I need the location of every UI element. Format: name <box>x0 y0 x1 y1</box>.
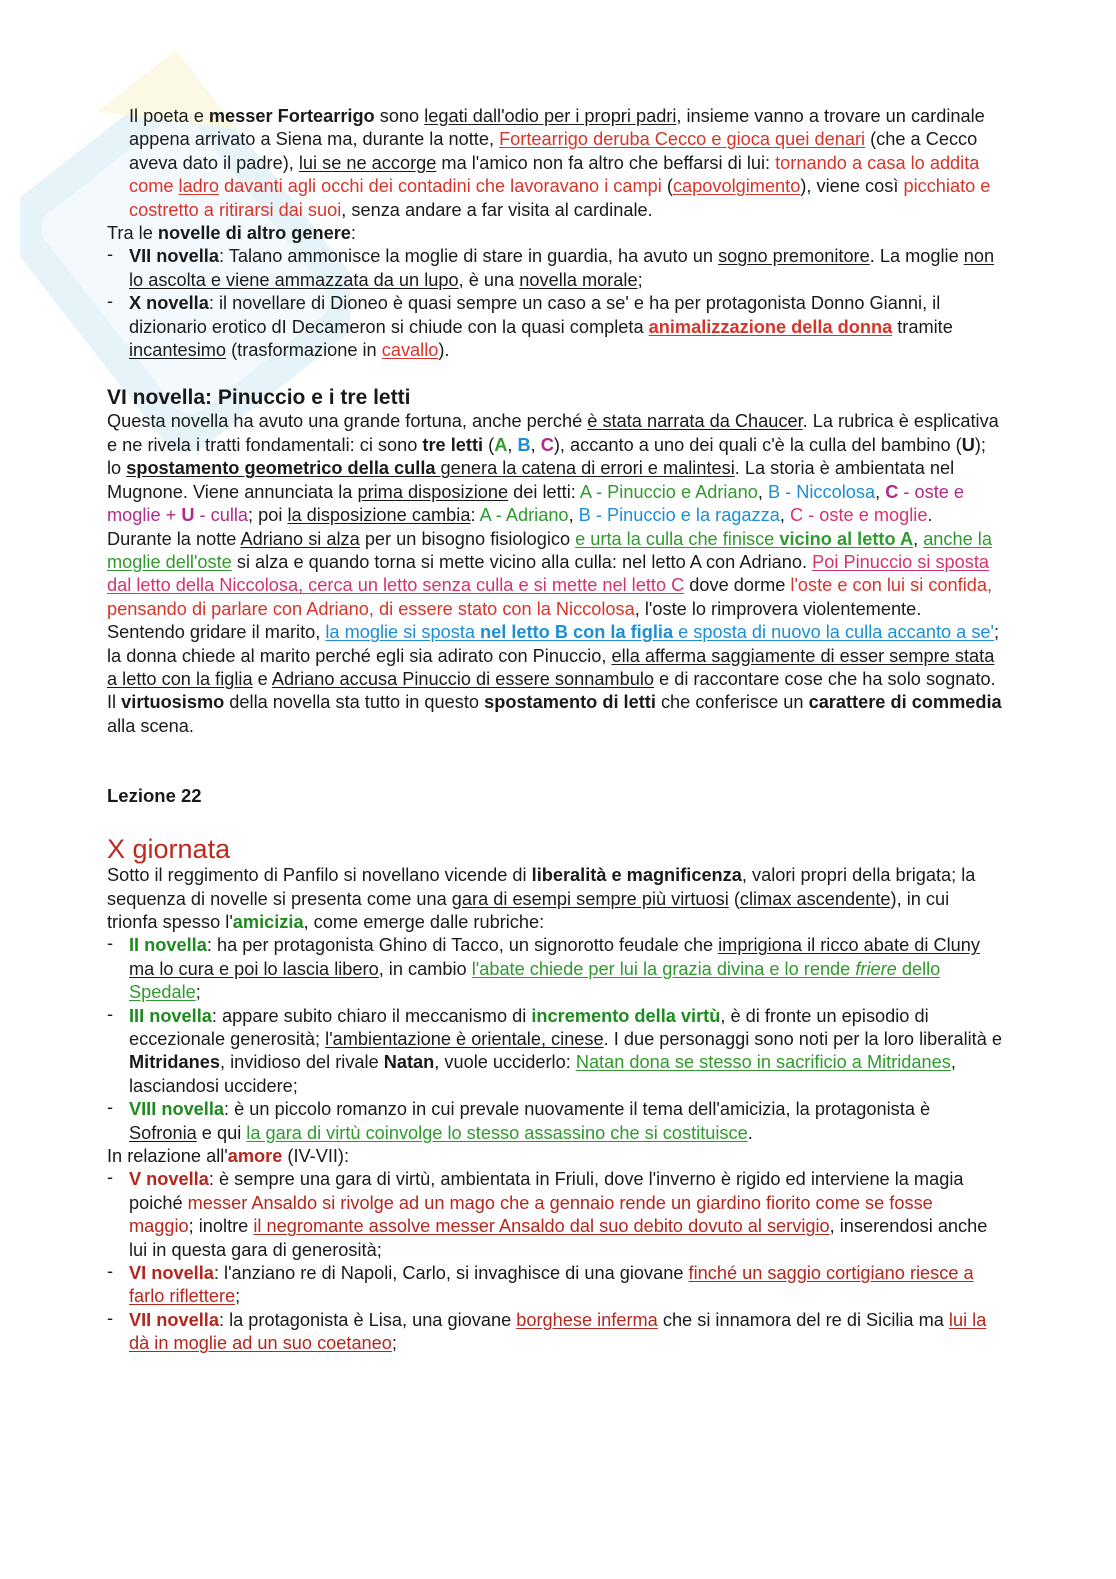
text: A <box>494 434 508 455</box>
text: ; poi <box>248 505 288 526</box>
text: tramite <box>892 316 953 337</box>
text: novelle di altro genere <box>157 223 351 244</box>
text: ( <box>728 888 740 909</box>
text: In relazione all' <box>107 1146 228 1167</box>
text: Natan dona se stesso in sacrificio a Mitridanes <box>575 1052 951 1073</box>
text: e sposta di nuovo la culla accanto a se' <box>673 622 995 643</box>
text: si alza e quando torna si mette vicino alla culla: nel letto A con Adriano. <box>231 551 813 572</box>
text: dei letti: <box>508 481 580 502</box>
text: cavallo <box>381 340 439 361</box>
list-item <box>107 1168 1002 1262</box>
text: e <box>252 668 272 689</box>
list-item <box>107 1309 1002 1356</box>
text: ella afferma saggiamente di esser sempre stata a letto con la figlia <box>107 645 995 689</box>
text: ), accanto a uno dei quali c'è la culla del bambino ( <box>553 434 962 455</box>
text: + <box>160 505 182 526</box>
text: : appare subito chiaro il meccanismo di <box>211 1005 532 1026</box>
list-item <box>107 1262 1002 1309</box>
text: : ha per protagonista Ghino di Tacco, un signorotto feudale che <box>206 935 719 956</box>
text: lui la dà in moglie ad un suo coetaneo <box>129 1309 987 1354</box>
text: alla scena. <box>107 715 194 736</box>
text: borghese inferma <box>516 1309 658 1330</box>
text: , <box>779 505 790 526</box>
text: (che a Cecco aveva dato il padre), <box>129 129 978 173</box>
text: Adriano si alza <box>240 528 360 549</box>
text: , lasciandosi uccidere; <box>129 1052 956 1096</box>
text: : è un piccolo romanzo in cui prevale nuovamente il tema dell'amicizia, la protagonista è <box>224 1099 931 1120</box>
text: incremento della virtù <box>531 1005 721 1026</box>
text: sono <box>374 106 425 126</box>
text: VII novella <box>129 246 219 267</box>
text: II novella <box>129 935 207 956</box>
text: friere <box>855 958 897 979</box>
text: amore <box>227 1146 283 1167</box>
list-item <box>107 292 1002 362</box>
text: è stata narrata da Chaucer <box>587 411 803 432</box>
text: ), in cui trionfa spesso l' <box>107 888 950 932</box>
document-page <box>107 105 1002 1356</box>
text: , vuole ucciderlo: <box>434 1052 576 1073</box>
text: , come emerge dalle rubriche: <box>303 911 545 932</box>
text: , <box>530 434 541 455</box>
text: : Talano ammonisce la moglie di stare in guardia, ha avuto un <box>218 246 719 267</box>
text: spostamento geometrico della culla <box>126 458 436 479</box>
text: e urta la culla che finisce <box>575 528 780 549</box>
text: genera la catena di errori e malintesi <box>435 458 735 479</box>
text: , insieme vanno a trovare un cardinale appena arrivato a Siena ma, durante la notte, <box>129 106 985 150</box>
text: - oste e moglie <box>107 481 965 526</box>
text: e di raccontare cose che ha solo sognato. Il <box>107 668 996 713</box>
text: per un bisogno fisiologico <box>359 528 576 549</box>
text: : la protagonista è Lisa, una giovane <box>218 1309 517 1330</box>
text: l'oste e con lui si confida, pensando di parlare con Adriano, di essere stato con la Niccolosa <box>107 575 993 619</box>
text: , invidioso del rivale <box>219 1052 384 1073</box>
text: capovolgimento <box>672 176 801 197</box>
list-item <box>107 1098 1002 1145</box>
text: (IV-VII): <box>282 1146 350 1167</box>
text: ; <box>391 1333 397 1354</box>
text: . <box>747 1122 753 1143</box>
lesson-title: Lezione 22 <box>107 785 202 807</box>
text: anche la moglie dell'oste <box>107 528 992 572</box>
text: A - Pinuccio e Adriano <box>579 481 758 502</box>
text: che conferisce un <box>655 692 809 713</box>
text: C <box>540 434 554 455</box>
paragraph-giornata <box>107 864 1002 934</box>
text: B - Niccolosa <box>767 481 876 502</box>
text: prima disposizione <box>357 481 509 502</box>
text: VII novella <box>129 1309 219 1330</box>
text: tornando a casa lo addita come <box>129 152 980 197</box>
text: legati dall'odio per i propri padri <box>424 106 677 126</box>
text: davanti agli occhi dei contadini che lavoravano i campi <box>218 176 662 197</box>
text: , è una <box>458 269 520 290</box>
text: ( <box>661 176 673 197</box>
text: B - Pinuccio e la ragazza <box>578 505 780 526</box>
text: carattere di commedia <box>808 692 1002 713</box>
text: , valori propri della brigata; la sequenza di novelle si presenta come una <box>107 865 976 909</box>
text: messer Fortearrigo <box>208 106 375 126</box>
text: , è di fronte un episodio di eccezionale generosità; <box>129 1005 929 1049</box>
text: dove dorme <box>684 575 791 596</box>
text: VI novella <box>129 1263 214 1284</box>
text: , <box>507 434 518 455</box>
text: Sofronia <box>129 1122 197 1143</box>
list-amore <box>107 1168 1002 1355</box>
text: ; inoltre <box>188 1216 254 1237</box>
text: VIII novella <box>129 1099 225 1120</box>
text: Sotto il reggimento di Panfilo si novellano vicende di <box>107 865 532 886</box>
text: : <box>470 505 480 526</box>
text: , senza andare a far visita al cardinale. <box>341 199 653 220</box>
text: Poi Pinuccio si sposta dal letto della Niccolosa, cerca un letto senza culla e si mette nel letto C <box>107 551 990 596</box>
text: incantesimo <box>129 340 227 361</box>
text: la moglie si sposta <box>325 622 481 643</box>
text: Tra le <box>107 223 158 244</box>
text: . La moglie <box>869 246 964 267</box>
text: novella morale <box>519 269 638 290</box>
text: ; la donna chiede al marito perché egli sia adirato con Pinuccio, <box>107 622 1000 666</box>
text: , <box>757 481 768 502</box>
text: amicizia <box>232 911 304 932</box>
text: , in cambio <box>378 958 472 979</box>
heading-giornata: X giornata <box>107 834 231 865</box>
text: vicino al letto A <box>779 528 914 549</box>
text: III novella <box>129 1005 212 1026</box>
text: sogno premonitore <box>718 246 870 267</box>
text: ; <box>195 982 201 1003</box>
text: climax ascendente <box>739 888 891 909</box>
text: nel letto B con la figlia <box>480 622 674 643</box>
text: e qui <box>196 1122 247 1143</box>
text: : il novellare di Dioneo è quasi sempre un caso a se' e ha per protagonista Donno Gianni, il dizionario erotico dI Decameron si chiude con la quasi completa <box>129 293 941 337</box>
paragraph-pinuccio <box>107 410 1002 738</box>
list-altro-genere <box>107 245 1002 362</box>
text: . La rubrica è esplicativa e ne rivela i tratti fondamentali: ci sono <box>107 411 999 455</box>
text: spostamento di letti <box>484 692 656 713</box>
text: liberalità e magnificenza <box>531 865 742 886</box>
text: picchiato e costretto a ritirarsi dai suoi <box>129 176 991 220</box>
paragraph-amore <box>107 1145 1002 1168</box>
list-item <box>107 245 1002 292</box>
text: ma l'amico non fa altro che beffarsi di lui: <box>436 152 776 173</box>
text: C <box>885 481 899 502</box>
text: V novella <box>129 1169 209 1190</box>
text: dello Spedale <box>129 958 941 1003</box>
paragraph-fortearrigo <box>107 105 1002 222</box>
text: ). <box>438 340 450 361</box>
text: Fortearrigo deruba Cecco e gioca quei denari <box>499 129 866 150</box>
text: Mitridanes <box>129 1052 220 1073</box>
text: ), viene così <box>800 176 904 197</box>
text: . Durante la notte <box>107 505 933 549</box>
text: U <box>181 505 195 526</box>
text: non lo ascolta e viene ammazzata da un lupo <box>129 246 995 290</box>
text: la disposizione cambia <box>287 505 471 526</box>
text: Adriano accusa Pinuccio di essere sonnambulo <box>271 668 654 689</box>
text: ; <box>637 269 643 290</box>
text: : è sempre una gara di virtù, ambientata in Friuli, dove l'inverno è rigido ed interviene la magia poiché <box>129 1169 964 1213</box>
list-item <box>107 1005 1002 1099</box>
text: Questa novella ha avuto una grande fortuna, anche perché <box>107 411 588 432</box>
text: C - oste e moglie <box>789 505 928 526</box>
text: ; <box>235 1286 241 1307</box>
text: della novella sta tutto in questo <box>224 692 485 713</box>
text: gara di esempi sempre più virtuosi <box>451 888 729 909</box>
text: la gara di virtù coinvolge lo stesso assassino che si costituisce <box>246 1122 748 1143</box>
text: l'ambientazione è orientale, cinese <box>325 1029 604 1049</box>
text: che si innamora del re di Sicilia ma <box>657 1309 949 1330</box>
text: B <box>517 434 531 455</box>
text: il negromante assolve messer Ansaldo dal suo debito dovuto al servigio <box>253 1216 830 1237</box>
text: animalizzazione della donna <box>648 316 893 337</box>
text: lui se ne accorge <box>298 152 437 173</box>
text: Il poeta e <box>129 106 209 126</box>
text: X novella <box>129 293 209 314</box>
text: (trasformazione in <box>226 340 382 361</box>
text: , <box>913 528 924 549</box>
text: ladro <box>178 176 219 197</box>
text: ); lo <box>107 434 986 479</box>
text: l'abate chiede per lui la grazia divina e lo rende <box>471 958 856 979</box>
text: imprigiona il ricco abate di Cluny ma lo cura e poi lo lascia libero <box>129 935 980 979</box>
text: . I due personaggi sono noti per la loro liberalità e <box>603 1029 1002 1049</box>
list-item <box>107 934 1002 1004</box>
text: Natan <box>383 1052 435 1073</box>
text: , inserendosi anche lui in questa gara di generosità; <box>129 1216 988 1260</box>
text: finché un saggio cortigiano riesce a farlo riflettere <box>129 1263 974 1307</box>
heading-pinuccio: VI novella: Pinuccio e i tre letti <box>107 386 411 410</box>
text: , <box>568 505 579 526</box>
text: : l'anziano re di Napoli, Carlo, si invaghisce di una giovane <box>213 1263 689 1284</box>
list-amicizia <box>107 934 1002 1145</box>
text: tre letti <box>422 434 484 455</box>
text: A - Adriano <box>479 505 569 526</box>
text: U <box>961 434 975 455</box>
text: ( <box>483 434 495 455</box>
text: , <box>875 481 886 502</box>
text: messer Ansaldo si rivolge ad un mago che a gennaio rende un giardino fiorito come se fosse maggio <box>129 1192 933 1237</box>
paragraph-altro-genere <box>107 222 1002 245</box>
text: virtuosismo <box>121 692 225 713</box>
text: . La storia è ambientata nel Mugnone. Viene annunciata la <box>107 458 955 502</box>
text: - culla <box>194 505 249 526</box>
text: : <box>350 223 356 244</box>
text: , l'oste lo rimprovera violentemente. Sentendo gridare il marito, <box>107 598 922 643</box>
